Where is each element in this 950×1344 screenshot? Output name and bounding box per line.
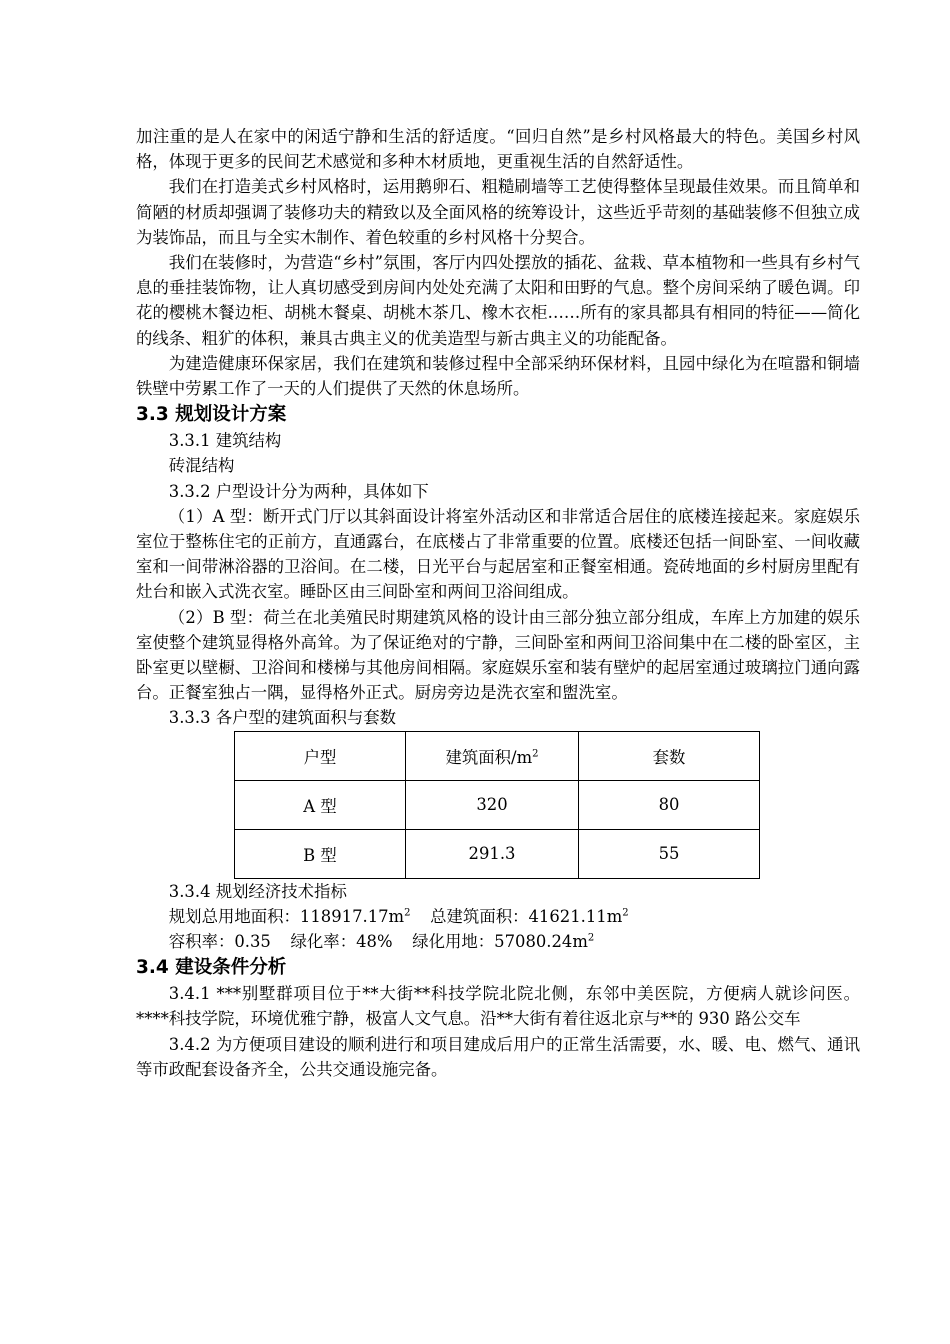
table-cell: B 型 — [235, 829, 406, 878]
paragraph-intro-4: 为建造健康环保家居，我们在建筑和装修过程中全部采纳环保材料，且园中绿化为在喧嚣和铜墙铁壁中劳累工作了一天的人们提供了天然的休息场所。 — [136, 353, 860, 399]
table-cell: 80 — [579, 780, 760, 829]
land-area-label: 规划总用地面积： — [168, 906, 300, 926]
table-cell: 320 — [406, 780, 579, 829]
subsection-3-3-1-title: 3.3.1 建筑结构 — [168, 431, 282, 451]
area-table — [234, 731, 760, 879]
document-page — [136, 124, 860, 1082]
green-land-value: 57080.24m — [494, 932, 588, 952]
table-header-cell: 户型 — [235, 731, 406, 780]
table-header-cell: 建筑面积$/m^2$ — [406, 731, 579, 780]
subsection-3-3-1-body: 砖混结构 — [168, 456, 235, 476]
land-area-value: 118917.17m — [299, 906, 405, 926]
paragraph-type-b: （2）B 型：荷兰在北美殖民时期建筑风格的设计由三部分独立部分组成，车库上方加建的娱乐室使整个建筑显得格外高耸。为了保证绝对的宁静，三间卧室和两间卫浴间集中在二楼的卧室区，主卧室更以壁橱、卫浴间和楼梯与其他房间相隔。家庭娱乐室和装有壁炉的起居室通过玻璃拉门通向露台。正餐室独占一隅，显得格外正式。厨房旁边是洗衣室和盥洗室。 — [136, 607, 860, 703]
paragraph-intro-2: 我们在打造美式乡村风格时，运用鹅卵石、粗糙刷墙等工艺使得整体呈现最佳效果。而且简单和简陋的材质却强调了装修功夫的精致以及全面风格的统筹设计，这些近乎苛刻的基础装修不但独立成为装饰品，而且与全实木制作、着色较重的乡村风格十分契合。 — [136, 177, 860, 247]
paragraph-3-4-1: 3.4.1 ***别墅群项目位于**大街**科技学院北院北侧，东邻中美医院，方便病人就诊问医。****科技学院，环境优雅宁静，极富人文气息。沿**大街有着往返北京与**的 930 路公交车 — [136, 984, 860, 1029]
paragraph-3-4-2: 3.4.2 为方便项目建设的顺利进行和项目建成后用户的正常生活需要，水、暖、电、燃气、通讯等市政配套设备齐全，公共交通设施完备。 — [136, 1034, 860, 1079]
table-cell: 291.3 — [406, 829, 579, 878]
green-rate-value: 48% — [356, 932, 393, 952]
subsection-3-3-3-title: 3.3.3 各户型的建筑面积与套数 — [168, 708, 397, 728]
paragraph-type-a: （1）A 型：断开式门厅以其斜面设计将室外活动区和非常适合居住的底楼连接起来。家庭娱乐室位于整栋住宅的正前方，直通露台，在底楼占了非常重要的位置。底楼还包括一间卧室、一间收藏室和一间带淋浴器的卫浴间。在二楼，日光平台与起居室和正餐室相通。瓷砖地面的乡村厨房里配有灶台和嵌入式洗衣室。睡卧区由三间卧室和两间卫浴间组成。 — [136, 506, 860, 602]
section-heading-3-4: 3.4 建设条件分析 — [136, 957, 287, 979]
far-value: 0.35 — [234, 932, 271, 952]
indicator-line-1: 规划总用地面积：$118917.17m^2$ 总建筑面积：$41621.11m^2$ — [168, 906, 629, 926]
green-land-label: 绿化用地： — [412, 932, 495, 952]
table-row — [235, 829, 760, 878]
paragraph-intro-1: 加注重的是人在家中的闲适宁静和生活的舒适度。“回归自然”是乡村风格最大的特色。美国乡村风格，体现于更多的民间艺术感觉和多种木材质地，更重视生活的自然舒适性。 — [136, 127, 860, 172]
subsection-3-3-2-title: 3.3.2 户型设计分为两种，具体如下 — [168, 481, 429, 501]
table-header-row — [235, 731, 760, 780]
building-area-label: 总建筑面积： — [430, 906, 529, 926]
section-heading-3-3: 3.3 规划设计方案 — [136, 404, 287, 426]
paragraph-intro-3: 我们在装修时，为营造“乡村”氛围，客厅内四处摆放的插花、盆栽、草本植物和一些具有乡村气息的垂挂装饰物，让人真切感受到房间内处处充满了太阳和田野的气息。整个房间采纳了暖色调。印花的樱桃木餐边柜、胡桃木餐桌、胡桃木茶几、橡木衣柜……所有的家具都具有相同的特征——简化的线条、粗犷的体积，兼具古典主义的优美造型与新古典主义的功能配备。 — [136, 253, 860, 348]
indicator-line-2: 容积率：0.35 绿化率：48% 绿化用地：$57080.24m^2$ — [168, 932, 595, 952]
far-label: 容积率： — [168, 932, 235, 952]
table-cell: A 型 — [235, 780, 406, 829]
subsection-3-3-4-title: 3.3.4 规划经济技术指标 — [168, 881, 347, 901]
building-area-value: 41621.11m — [528, 906, 623, 926]
table-header-cell: 套数 — [579, 731, 760, 780]
table-cell: 55 — [579, 829, 760, 878]
green-rate-label: 绿化率： — [290, 932, 357, 952]
table-row — [235, 780, 760, 829]
